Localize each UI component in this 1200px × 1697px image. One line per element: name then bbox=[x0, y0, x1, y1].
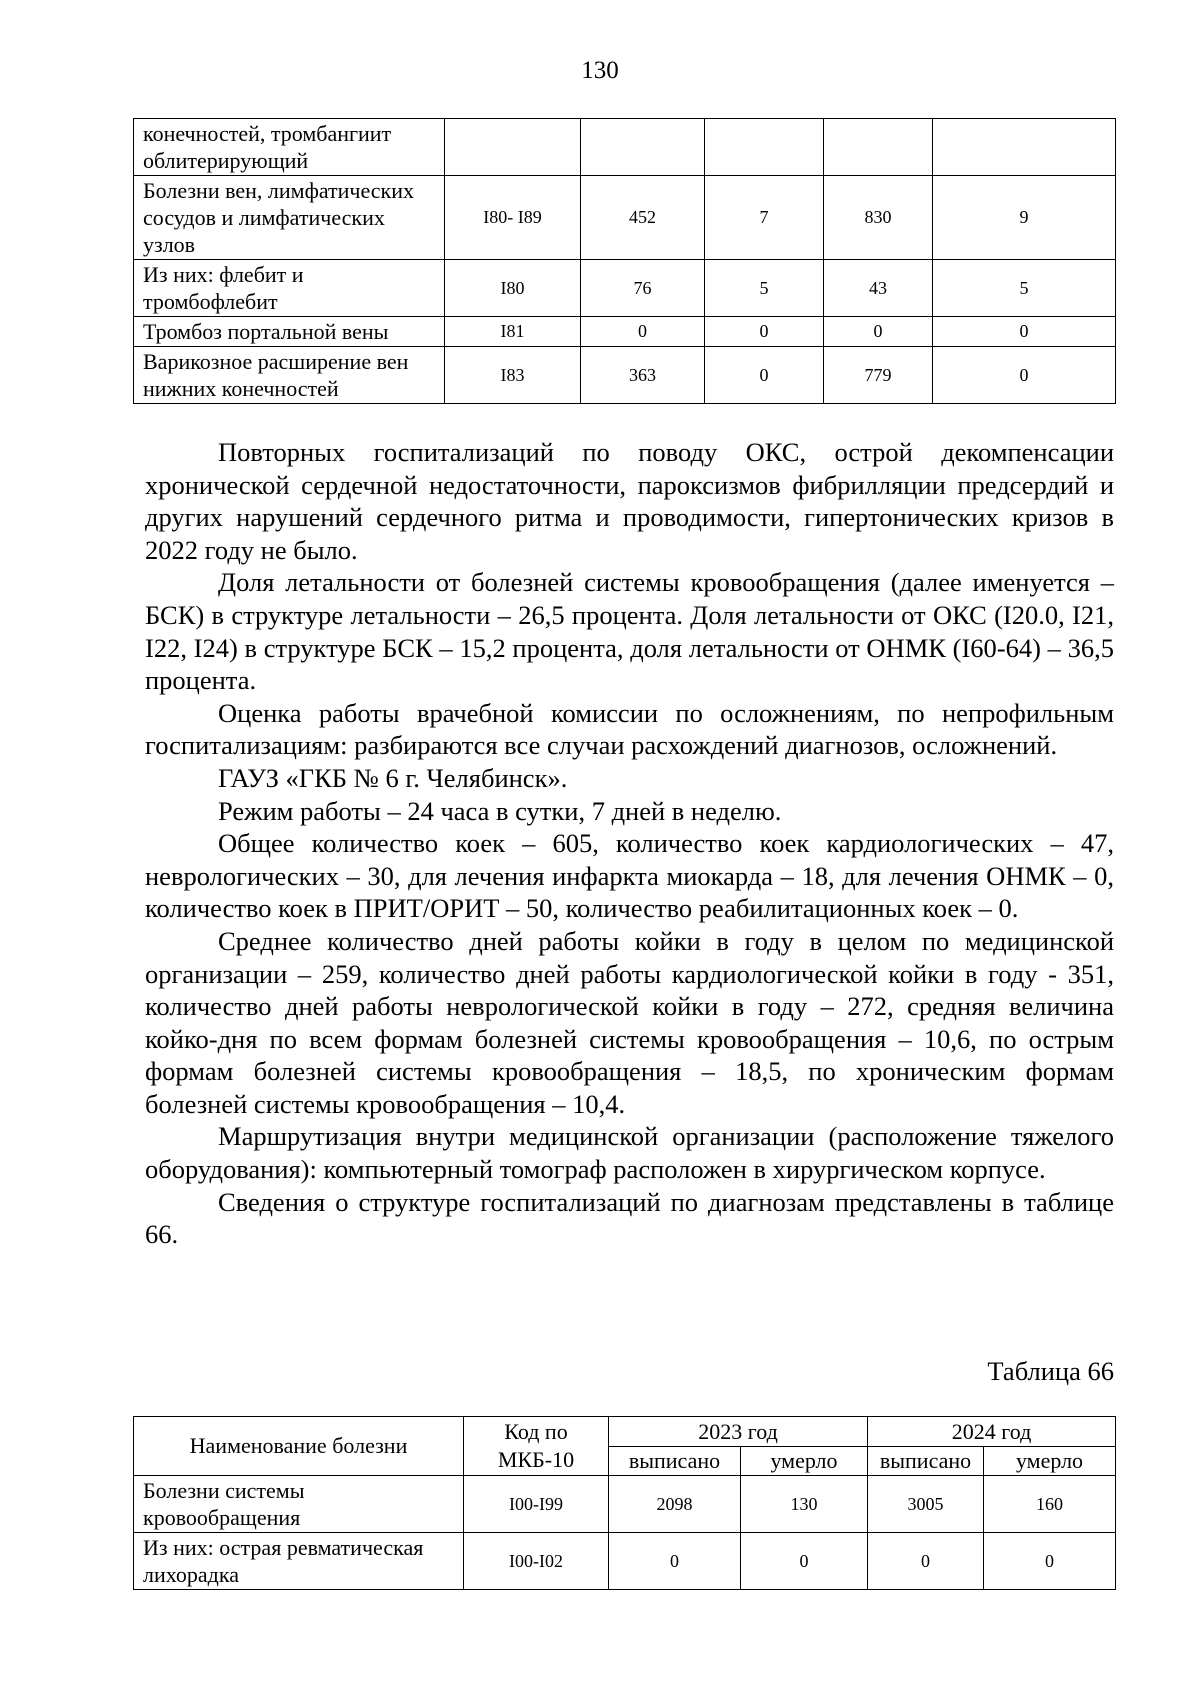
died-2023-cell: 0 bbox=[705, 317, 824, 347]
paragraph-table-reference: Сведения о структуре госпитализаций по диагнозам представлены в таблице 66. bbox=[145, 1186, 1114, 1250]
disease-name-cell: Болезни системы кровообращения bbox=[134, 1476, 464, 1533]
disease-name-cell: Из них: острая ревматическая лихорадка bbox=[134, 1533, 464, 1590]
header-discharged-2023: выписано bbox=[609, 1447, 741, 1476]
discharged-2023-cell: 2098 bbox=[609, 1476, 741, 1533]
discharged-2023-cell: 452 bbox=[581, 176, 705, 260]
icd-code-cell: I83 bbox=[445, 347, 581, 404]
discharged-2023-cell: 0 bbox=[581, 317, 705, 347]
disease-name-cell: Тромбоз портальной вены bbox=[134, 317, 445, 347]
died-2024-cell: 160 bbox=[984, 1476, 1116, 1533]
icd-code-cell: I00-I02 bbox=[464, 1533, 609, 1590]
table-caption: Таблица 66 bbox=[987, 1356, 1114, 1386]
died-2024-cell: 9 bbox=[933, 176, 1116, 260]
discharged-2024-cell: 830 bbox=[824, 176, 933, 260]
icd-code-cell: I81 bbox=[445, 317, 581, 347]
died-2023-cell bbox=[705, 119, 824, 176]
header-icd-code: Код по МКБ-10 bbox=[464, 1417, 609, 1476]
header-discharged-2024: выписано bbox=[868, 1447, 984, 1476]
paragraph-bed-count: Общее количество коек – 605, количество коек кардиологических – 47, неврологических – 30, для лечения инфаркта миокарда – 18, для лечения ОНМК – 0, количество коек в ПРИТ/ОРИТ – 50, количество реабилитационных коек – 0. bbox=[145, 828, 1114, 924]
died-2023-cell: 130 bbox=[741, 1476, 868, 1533]
disease-name-cell: конечностей, тромбангиит облитерирующий bbox=[134, 119, 445, 176]
table-66 bbox=[133, 1416, 1116, 1590]
died-2024-cell: 0 bbox=[933, 347, 1116, 404]
discharged-2023-cell: 363 bbox=[581, 347, 705, 404]
header-disease-name: Наименование болезни bbox=[134, 1417, 464, 1476]
died-2024-cell: 0 bbox=[984, 1533, 1116, 1590]
table-row bbox=[134, 176, 1116, 260]
died-2023-cell: 7 bbox=[705, 176, 824, 260]
table-row bbox=[134, 317, 1116, 347]
discharged-2023-cell: 76 bbox=[581, 260, 705, 317]
paragraph-repeat-hospitalizations: Повторных госпитализаций по поводу ОКС, острой декомпенсации хронической сердечной недостаточности, пароксизмов фибрилляции предсердий и других нарушений сердечного ритма и проводимости, гипертонических кризов в 2022 году не было. bbox=[145, 437, 1114, 565]
icd-code-cell bbox=[445, 119, 581, 176]
died-2023-cell: 0 bbox=[741, 1533, 868, 1590]
table-row bbox=[134, 119, 1116, 176]
paragraph-mortality-share: Доля летальности от болезней системы кровообращения (далее именуется – БСК) в структуре летальности – 26,5 процента. Доля летальности от ОКС (I20.0, I21, I22, I24) в структуре БСК – 15,2 процента, доля летальности от ОНМК (I60-64) – 36,5 процента. bbox=[145, 567, 1114, 696]
discharged-2024-cell: 0 bbox=[824, 317, 933, 347]
body-text bbox=[145, 436, 1114, 1251]
table-header-row bbox=[134, 1417, 1116, 1447]
discharged-2024-cell bbox=[824, 119, 933, 176]
header-died-2023: умерло bbox=[741, 1447, 868, 1476]
disease-name-cell: Из них: флебит и тромбофлебит bbox=[134, 260, 445, 317]
died-2023-cell: 0 bbox=[705, 347, 824, 404]
header-year-2024: 2024 год bbox=[868, 1417, 1116, 1447]
discharged-2024-cell: 43 bbox=[824, 260, 933, 317]
header-year-2023: 2023 год bbox=[609, 1417, 868, 1447]
paragraph-bed-days: Среднее количество дней работы койки в году в целом по медицинской организации – 259, количество дней работы кардиологической койки в году - 351, количество дней работы неврологической койки в году – 272, средняя величина койко-дня по всем формам болезней системы кровообращения – 10,6, по острым формам болезней системы кровообращения – 18,5, по хроническим формам болезней системы кровообращения – 10,4. bbox=[145, 925, 1114, 1119]
discharged-2023-cell bbox=[581, 119, 705, 176]
discharged-2024-cell: 0 bbox=[868, 1533, 984, 1590]
table-row bbox=[134, 260, 1116, 317]
table-row bbox=[134, 1533, 1116, 1590]
paragraph-hospital-name: ГАУЗ «ГКБ № 6 г. Челябинск». bbox=[218, 762, 568, 793]
paragraph-medical-commission: Оценка работы врачебной комиссии по осложнениям, по непрофильным госпитализациям: разбираются все случаи расхождений диагнозов, осложнений. bbox=[145, 697, 1114, 761]
header-died-2024: умерло bbox=[984, 1447, 1116, 1476]
paragraph-work-mode: Режим работы – 24 часа в сутки, 7 дней в неделю. bbox=[218, 795, 782, 826]
discharged-2023-cell: 0 bbox=[609, 1533, 741, 1590]
table-row bbox=[134, 347, 1116, 404]
icd-code-cell: I80 bbox=[445, 260, 581, 317]
page-number: 130 bbox=[581, 57, 619, 84]
died-2024-cell: 5 bbox=[933, 260, 1116, 317]
disease-name-cell: Болезни вен, лимфатических сосудов и лимфатических узлов bbox=[134, 176, 445, 260]
died-2023-cell: 5 bbox=[705, 260, 824, 317]
discharged-2024-cell: 779 bbox=[824, 347, 933, 404]
table-row bbox=[134, 1476, 1116, 1533]
paragraph-routing: Маршрутизация внутри медицинской организации (расположение тяжелого оборудования): компьютерный томограф расположен в хирургическом корпусе. bbox=[145, 1121, 1114, 1185]
disease-name-cell: Варикозное расширение вен нижних конечностей bbox=[134, 347, 445, 404]
discharged-2024-cell: 3005 bbox=[868, 1476, 984, 1533]
table-continuation bbox=[133, 118, 1116, 404]
died-2024-cell bbox=[933, 119, 1116, 176]
icd-code-cell: I00-I99 bbox=[464, 1476, 609, 1533]
died-2024-cell: 0 bbox=[933, 317, 1116, 347]
icd-code-cell: I80- I89 bbox=[445, 176, 581, 260]
